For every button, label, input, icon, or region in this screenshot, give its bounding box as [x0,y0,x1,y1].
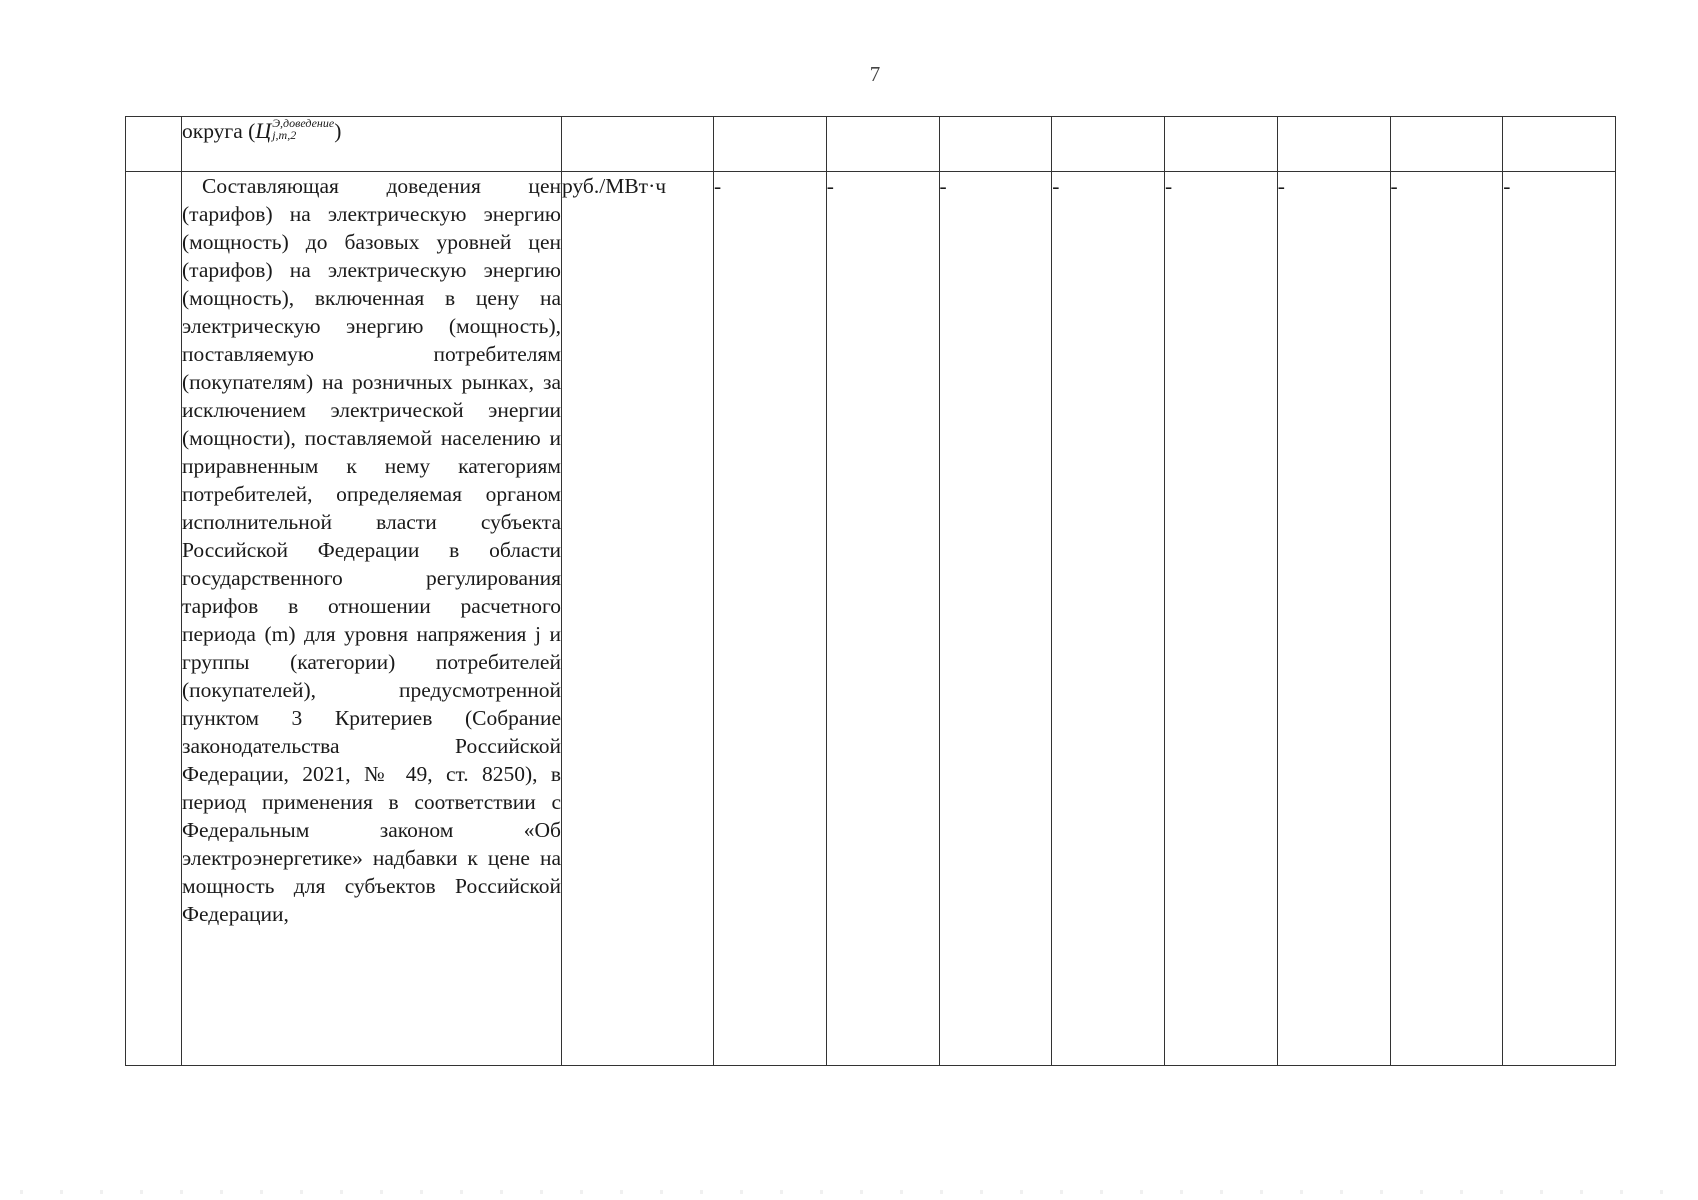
table-row-body [126,172,1616,1066]
value-cell-head [939,117,1052,172]
value-cell-head [826,117,939,172]
table-row-head [126,117,1616,172]
formula-subscript: j,m,2 [272,128,297,143]
value-cell: - [1052,172,1165,1066]
value-cell: - [714,172,827,1066]
formula-main: Ц [255,118,272,143]
value-cell: - [1165,172,1278,1066]
description-suffix: ) [334,119,342,143]
value-cell-head [714,117,827,172]
unit-cell: руб./МВт·ч [562,172,714,1066]
value-cell: - [826,172,939,1066]
value-cell-head [1165,117,1278,172]
scan-noise [20,1190,1678,1194]
value-cell: - [1503,172,1616,1066]
description-prefix: округа ( [182,119,256,143]
description-cell [182,172,562,1066]
formula-symbol [255,117,334,145]
value-cell-head [1052,117,1165,172]
value-cell: - [1277,172,1390,1066]
tariff-table [125,116,1616,1066]
page-number: 7 [869,62,881,86]
row-number-cell [126,172,182,1066]
value-cell-head [1277,117,1390,172]
description-text: Составляющая доведения цен (тарифов) на электрическую энергию (мощность) до базовых уровней цен (тарифов) на электрическую энергию (мощность), включенная в цену на электрическую энергию (мощность), поставляемую потребителям (покупателям) на розничных рынках, за исключением электрической энергии (мощности), поставляемой населению и приравненным к нему категориям потребителей, определяемая органом исполнительной власти субъекта Российской Федерации в области государственного регулирования тарифов в отношении расчетного периода (m) для уровня напряжения j и группы (категории) потребителей (покупателей), предусмотренной пунктом 3 Критериев (Собрание законодательства Российской Федерации, 2021, № 49, ст. 8250), в период применения в соответствии с Федеральным законом «Об электроэнергетике» надбавки к цене на мощность для субъектов Российской Федерации, [182,174,561,926]
unit-cell-head [562,117,714,172]
formula-superscript: Э,доведение [272,116,335,131]
description-cell-head [182,117,562,172]
value-cell: - [939,172,1052,1066]
row-number-cell [126,117,182,172]
value-cell: - [1390,172,1503,1066]
value-cell-head [1503,117,1616,172]
value-cell-head [1390,117,1503,172]
formula-scripts [272,117,334,141]
